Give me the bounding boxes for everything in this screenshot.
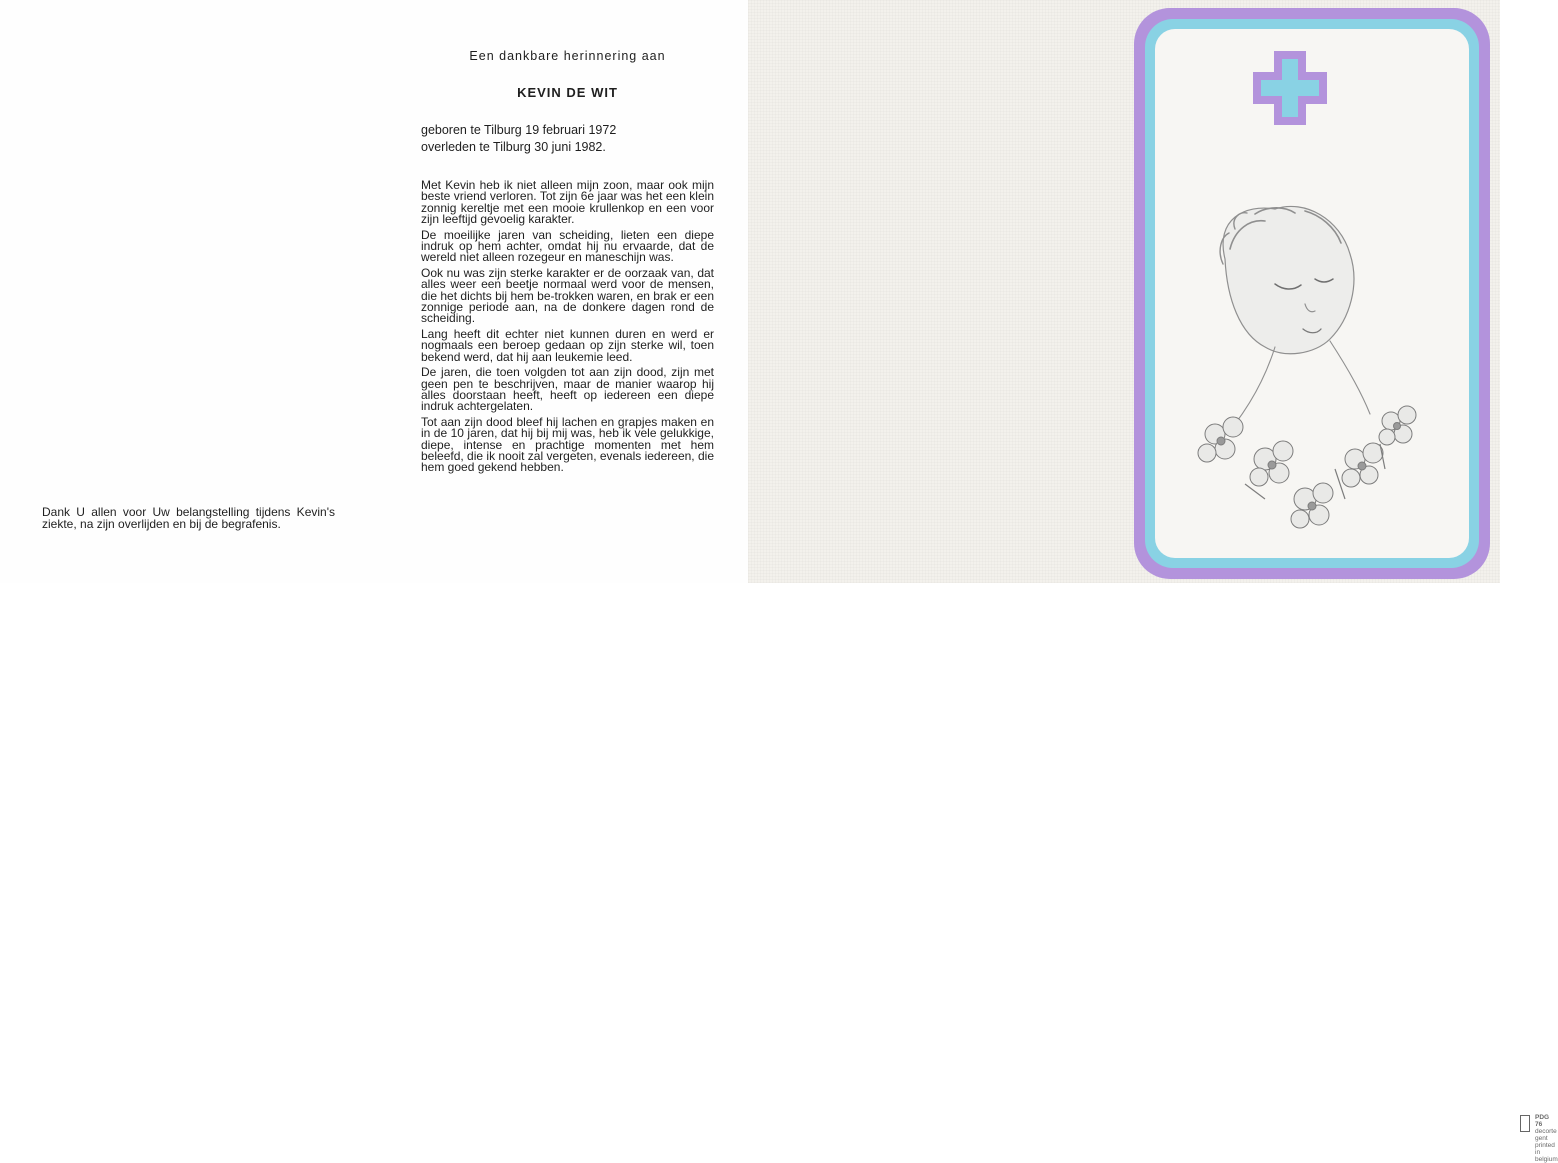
- memorial-text: [421, 180, 714, 478]
- publisher-code: PDG 76: [1535, 1114, 1550, 1128]
- life-dates: [421, 122, 616, 156]
- cover-frame-inner: [1145, 19, 1479, 568]
- cover-artwork: [1155, 29, 1469, 558]
- publisher-name: decorte gent: [1535, 1128, 1557, 1142]
- deceased-name: KEVIN DE WIT: [517, 85, 618, 100]
- cross-icon: [1253, 51, 1327, 125]
- publisher-text: [1535, 1114, 1558, 1163]
- cover-illustration-area: [1155, 29, 1469, 558]
- paragraph: Met Kevin heb ik niet alleen mijn zoon, maar ook mijn beste vriend verloren. Tot zijn 6e jaar was het een klein zonnig kereltje met een mooie krullenkop en een voor zijn leeftijd gevoelig karakter.: [421, 178, 714, 227]
- flowers-icon: [1198, 406, 1416, 528]
- paragraph: De moeilijke jaren van scheiding, lieten een diepe indruk op hem achter, omdat hij nu ervaarde, dat de wereld niet alleen rozegeur en maneschijn was.: [421, 227, 714, 265]
- child-sketch-icon: [1220, 206, 1370, 424]
- memorial-text-page: [0, 0, 748, 583]
- paragraph: De jaren, die toen volgden tot aan zijn dood, zijn met geen pen te beschrijven, maar de manier waarop hij alles doorstaan heeft, heeft op iedereen een diepe indruk achtergelaten.: [421, 365, 714, 414]
- publisher-origin: printed in belgium: [1535, 1142, 1558, 1163]
- birth-line: geboren te Tilburg 19 februari 1972: [421, 123, 617, 137]
- thanks-note: Dank U allen voor Uw belangstelling tijdens Kevin's ziekte, na zijn overlijden en bij de begrafenis.: [42, 505, 335, 531]
- paragraph: Lang heeft dit echter niet kunnen duren en werd er nogmaals een beroep gedaan op zijn sterke wil, toen bekend werd, dat hij aan leukemie leed.: [421, 326, 714, 364]
- paragraph: Tot aan zijn dood bleef hij lachen en grapjes maken en in de 10 jaren, dat hij bij mij was, heb ik vele gelukkige, diepe, intense en prachtige momenten met hem beleefd, die ik nooit zal vergeten, evenals iedereen, die hem goed gekend hebben.: [421, 414, 714, 475]
- death-line: overleden te Tilburg 30 juni 1982.: [421, 140, 606, 154]
- cover-frame-outer: [1134, 8, 1490, 579]
- publisher-logo-icon: [1520, 1115, 1530, 1132]
- paragraph: Ook nu was zijn sterke karakter er de oorzaak van, dat alles weer een beetje normaal werd voor de mensen, die het dichts bij hem be-trokken waren, en brak er een zonnige periode aan, na de donkere dagen rond de scheiding.: [421, 265, 714, 326]
- intro-line: Een dankbare herinnering aan: [469, 49, 666, 63]
